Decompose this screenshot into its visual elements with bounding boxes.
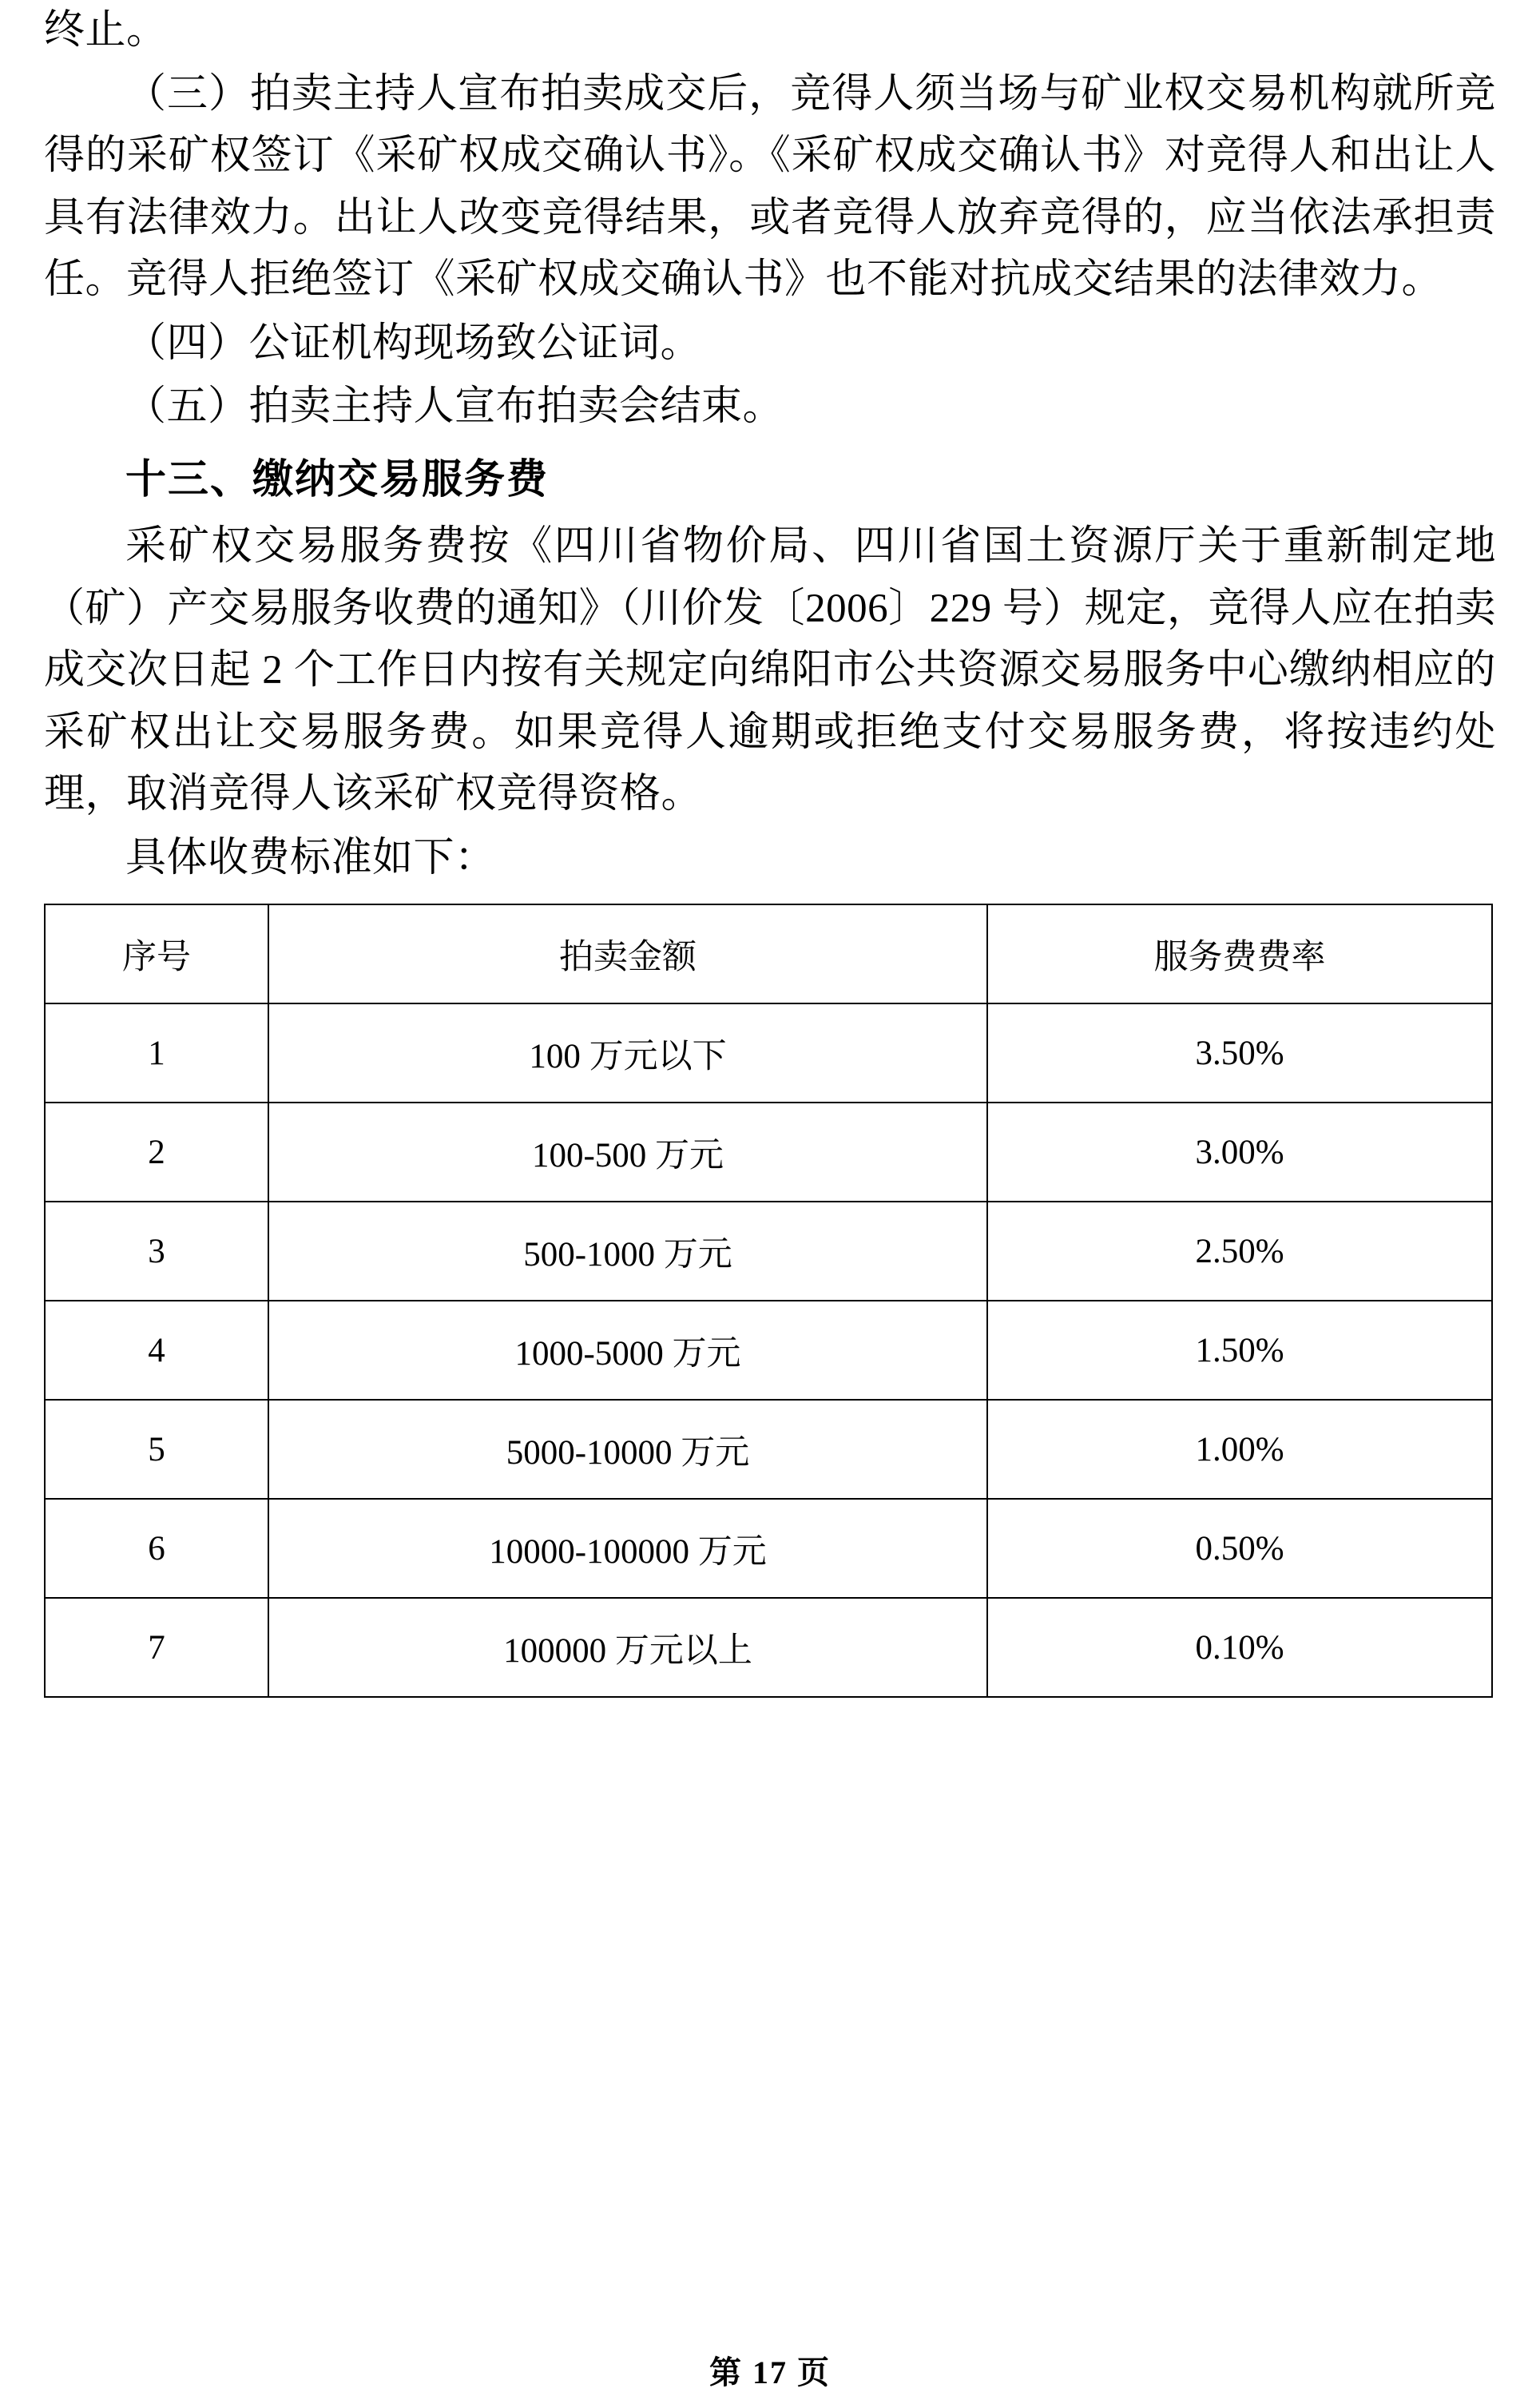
table-header-cell-no: 序号 (45, 904, 268, 1003)
table-cell-rate: 0.10% (987, 1598, 1492, 1697)
paragraph-continued: 终止。 (44, 8, 168, 53)
table-cell-amount: 500-1000 万元 (268, 1202, 987, 1301)
paragraph-item-4: （四）公证机构现场致公证词。 (125, 320, 702, 366)
table-header-row (45, 904, 1492, 1003)
table-row (45, 1301, 1492, 1400)
table-cell-amount: 10000-100000 万元 (268, 1499, 987, 1598)
table-row (45, 1598, 1492, 1697)
table-cell-no: 1 (45, 1003, 268, 1103)
fee-standard-table (44, 904, 1493, 1698)
table-row (45, 1003, 1492, 1103)
table-cell-amount: 5000-10000 万元 (268, 1400, 987, 1499)
table-cell-rate: 2.50% (987, 1202, 1492, 1301)
table-cell-no: 3 (45, 1202, 268, 1301)
paragraph-fee-rule: 采矿权交易服务费按《四川省物价局、四川省国土资源厅关于重新制定地（矿）产交易服务收费的通知》（川价发〔2006〕229 号）规定，竞得人应在拍卖成交次日起 2 个工作日内按有关规定向绵阳市公共资源交易服务中心缴纳相应的采矿权出让交易服务费。如果竞得人逾期或拒绝支付交易服务费，将按违约处理，取消竞得人该采矿权竞得资格。 (44, 524, 1496, 817)
table-cell-no: 4 (45, 1301, 268, 1400)
table-cell-no: 6 (45, 1499, 268, 1598)
section-heading-13: 十三、缴纳交易服务费 (125, 457, 550, 503)
table-cell-rate: 3.00% (987, 1103, 1492, 1202)
table-cell-rate: 1.00% (987, 1400, 1492, 1499)
paragraph-item-5: （五）拍卖主持人宣布拍卖会结束。 (125, 384, 784, 430)
table-cell-rate: 1.50% (987, 1301, 1492, 1400)
table-header-cell-rate: 服务费费率 (987, 904, 1492, 1003)
paragraph-table-lead: 具体收费标准如下： (125, 835, 496, 880)
table-cell-no: 2 (45, 1103, 268, 1202)
table-cell-rate: 0.50% (987, 1499, 1492, 1598)
table-cell-no: 7 (45, 1598, 268, 1697)
table-cell-amount: 100 万元以下 (268, 1003, 987, 1103)
page-footer: 第 17 页 (709, 2354, 831, 2390)
table-cell-amount: 100000 万元以上 (268, 1598, 987, 1697)
table-cell-no: 5 (45, 1400, 268, 1499)
table-row (45, 1103, 1492, 1202)
table-cell-amount: 100-500 万元 (268, 1103, 987, 1202)
table-cell-rate: 3.50% (987, 1003, 1492, 1103)
table-header-cell-amount: 拍卖金额 (268, 904, 987, 1003)
paragraph-item-3: （三）拍卖主持人宣布拍卖成交后，竞得人须当场与矿业权交易机构就所竞得的采矿权签订《采矿权成交确认书》。《采矿权成交确认书》对竞得人和出让人具有法律效力。出让人改变竞得结果，或者竞得人放弃竞得的，应当依法承担责任。竞得人拒绝签订《采矿权成交确认书》也不能对抗成交结果的法律效力。 (44, 71, 1496, 303)
table-row (45, 1202, 1492, 1301)
table-cell-amount: 1000-5000 万元 (268, 1301, 987, 1400)
table-row (45, 1400, 1492, 1499)
table-row (45, 1499, 1492, 1598)
